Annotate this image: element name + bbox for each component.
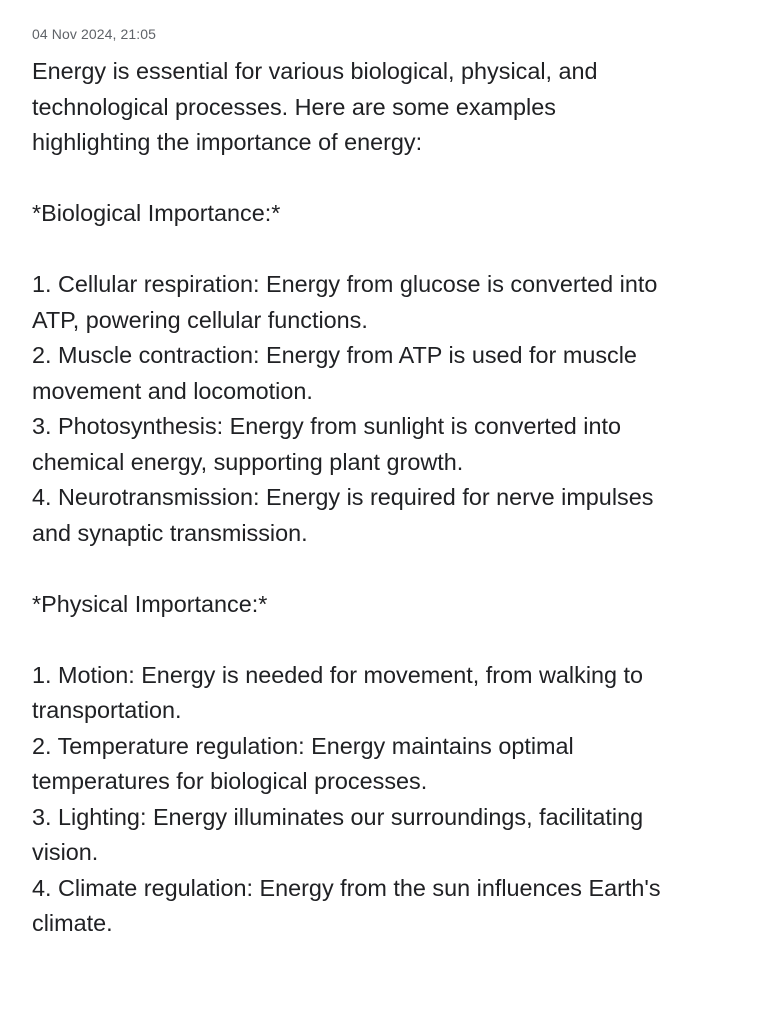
text-line: transportation. xyxy=(32,697,182,723)
text-line: movement and locomotion. xyxy=(32,377,313,404)
text-line: 3. Lighting: Energy illuminates our surroundings, facilitating xyxy=(32,803,644,830)
text-line: climate. xyxy=(32,910,113,936)
list-item xyxy=(32,480,744,551)
note-timestamp: 04 Nov 2024, 21:05 xyxy=(32,26,157,42)
text-line: 1. Motion: Energy is needed for movement, from walking to xyxy=(32,661,644,688)
text-line: ATP, powering cellular functions. xyxy=(32,306,368,333)
section-heading: *Physical Importance:* xyxy=(32,590,268,617)
list-item xyxy=(32,267,744,338)
list-item xyxy=(32,800,744,871)
text-line: 3. Photosynthesis: Energy from sunlight is converted into xyxy=(32,413,621,439)
list-item xyxy=(32,658,744,729)
text-line: technological processes. Here are some examples xyxy=(32,93,556,120)
text-line: 4. Neurotransmission: Energy is required for nerve impulses xyxy=(32,484,654,510)
text-line: 4. Climate regulation: Energy from the sun influences Earth's xyxy=(32,874,661,901)
section-heading: *Biological Importance:* xyxy=(32,200,281,226)
text-line: highlighting the importance of energy: xyxy=(32,129,423,155)
blank-line xyxy=(32,622,744,658)
text-line: temperatures for biological processes. xyxy=(32,768,428,794)
list-item xyxy=(32,409,744,480)
note-body[interactable] xyxy=(32,54,744,942)
blank-line xyxy=(32,161,744,197)
blank-line xyxy=(32,551,744,587)
text-line: chemical energy, supporting plant growth. xyxy=(32,448,464,475)
list-item xyxy=(32,338,744,409)
blank-line xyxy=(32,232,744,268)
intro-paragraph xyxy=(32,54,744,161)
section-biological xyxy=(32,196,744,551)
note-view xyxy=(32,24,744,942)
list-item xyxy=(32,871,744,942)
text-line: vision. xyxy=(32,839,99,865)
text-line: and synaptic transmission. xyxy=(32,519,308,546)
text-line: 2. Temperature regulation: Energy maintains optimal xyxy=(32,732,574,759)
text-line: Energy is essential for various biological, physical, and xyxy=(32,58,598,84)
text-line: 2. Muscle contraction: Energy from ATP is used for muscle xyxy=(32,342,637,368)
list-item xyxy=(32,729,744,800)
section-physical xyxy=(32,587,744,942)
text-line: 1. Cellular respiration: Energy from glucose is converted into xyxy=(32,271,658,297)
